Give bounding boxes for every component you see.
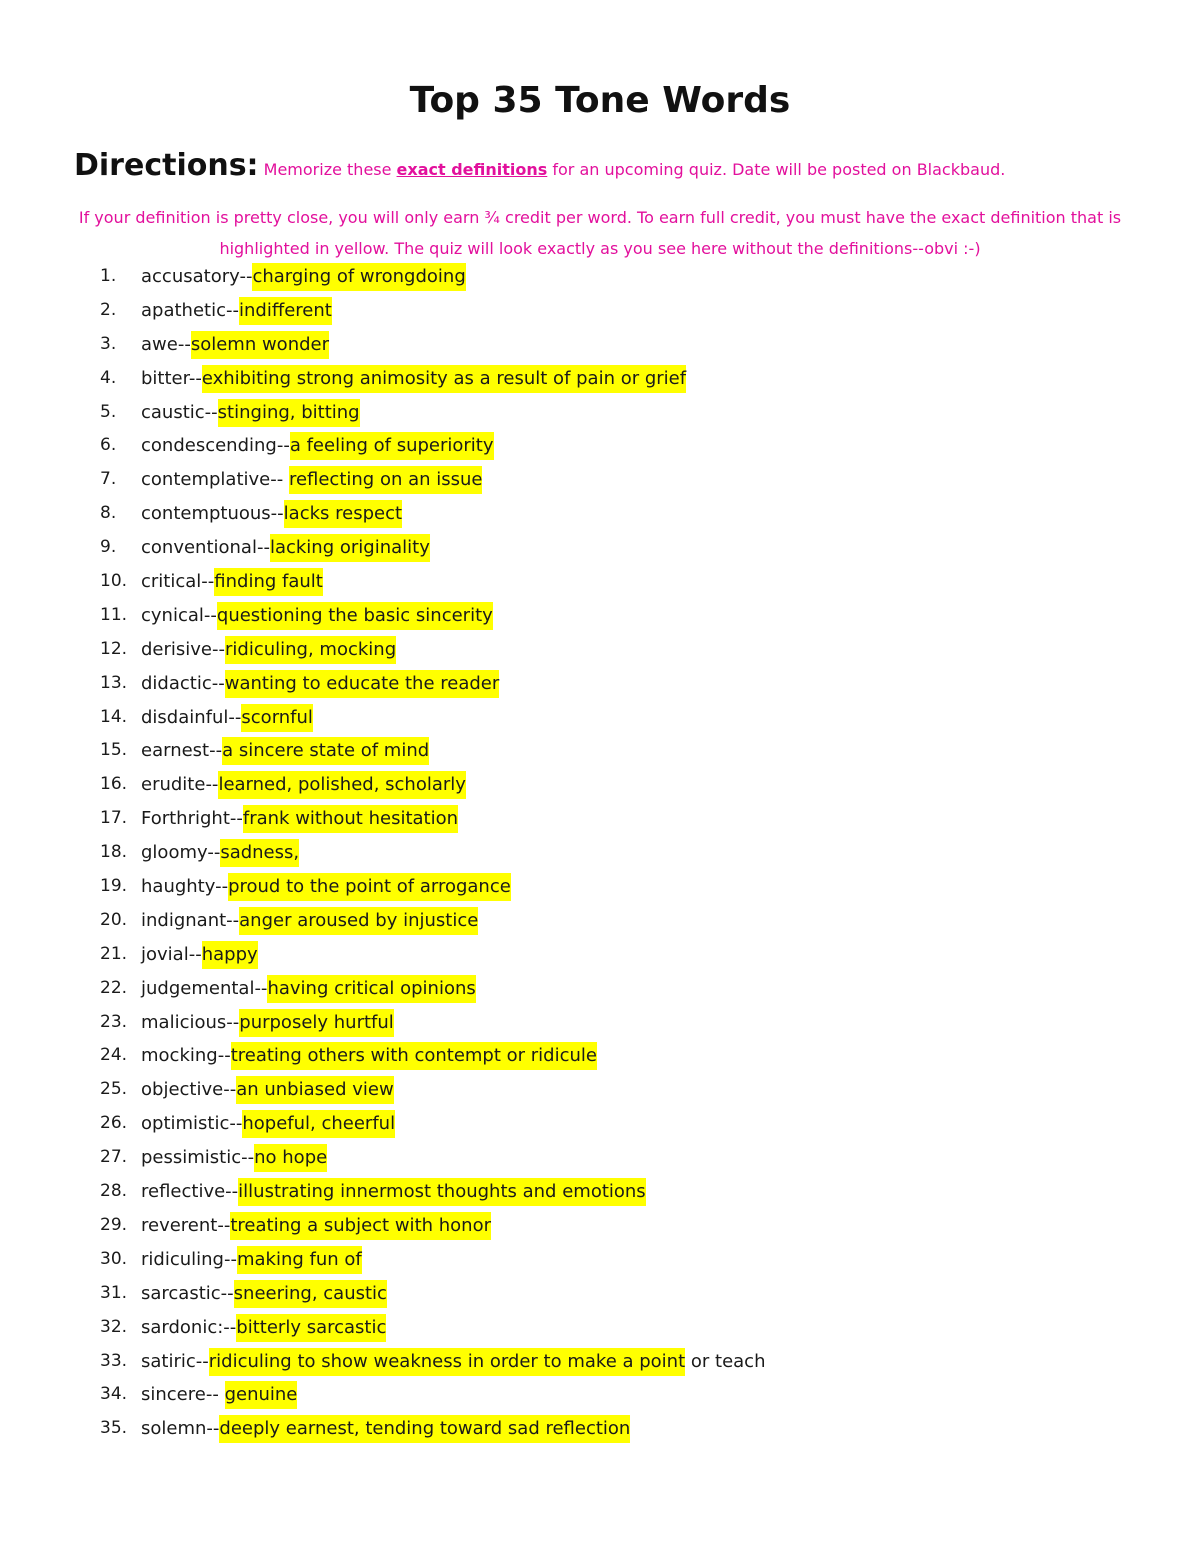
tone-word: sarcastic-- <box>141 1282 234 1304</box>
item-entry <box>141 1175 646 1209</box>
tone-word: sincere-- <box>141 1384 225 1406</box>
item-entry <box>141 870 511 904</box>
tone-word: malicious-- <box>141 1011 240 1033</box>
list-item <box>0 870 1200 904</box>
item-entry <box>141 1107 395 1141</box>
tone-word: jovial-- <box>141 943 202 965</box>
item-number: 32. <box>100 1316 128 1337</box>
item-number: 28. <box>100 1181 128 1202</box>
tone-word: accusatory-- <box>141 266 253 287</box>
tone-word: disdainful-- <box>141 706 242 728</box>
highlighted-definition: having critical opinions <box>267 975 475 1003</box>
item-number: 29. <box>100 1214 128 1235</box>
list-item <box>0 1073 1200 1107</box>
tone-word: awe-- <box>141 333 191 355</box>
item-number: 25. <box>100 1079 128 1100</box>
list-item <box>0 1277 1200 1311</box>
tone-word: critical-- <box>141 571 215 593</box>
list-item <box>0 1412 1200 1446</box>
item-number: 10. <box>100 571 128 592</box>
tone-word: reflective-- <box>141 1181 239 1203</box>
list-item <box>0 1378 1200 1412</box>
directions-line <box>74 148 1154 183</box>
list-item <box>0 362 1200 396</box>
item-number: 2. <box>100 299 117 320</box>
item-number: 4. <box>100 367 117 388</box>
item-entry <box>141 1311 386 1345</box>
item-number: 14. <box>100 706 128 727</box>
highlighted-definition: no hope <box>254 1144 327 1172</box>
item-number: 33. <box>100 1350 128 1371</box>
item-entry <box>141 396 360 430</box>
item-entry <box>141 565 323 599</box>
list-item <box>0 599 1200 633</box>
item-entry <box>141 1039 597 1073</box>
highlighted-definition: questioning the basic sincerity <box>217 602 493 630</box>
highlighted-definition: bitterly sarcastic <box>236 1314 386 1342</box>
list-item <box>0 1311 1200 1345</box>
item-entry <box>141 768 466 802</box>
tone-word: apathetic-- <box>141 299 239 321</box>
highlighted-definition: an unbiased view <box>236 1076 393 1104</box>
tone-word: erudite-- <box>141 774 219 796</box>
tone-word: cynical-- <box>141 604 217 626</box>
tone-word: contemptuous-- <box>141 503 284 525</box>
list-item <box>0 734 1200 768</box>
list-item <box>0 1006 1200 1040</box>
tone-words-list <box>0 260 1200 1446</box>
highlighted-definition: treating others with contempt or ridicule <box>231 1042 597 1070</box>
item-entry <box>141 1073 394 1107</box>
tone-word: solemn-- <box>141 1418 220 1440</box>
tone-word: caustic-- <box>141 401 218 423</box>
item-entry <box>141 260 466 294</box>
item-entry <box>141 531 430 565</box>
item-number: 11. <box>100 604 128 625</box>
highlighted-definition: lacking originality <box>270 534 430 562</box>
list-item <box>0 294 1200 328</box>
page-title: Top 35 Tone Words <box>409 80 791 121</box>
item-number: 18. <box>100 842 128 863</box>
item-number: 13. <box>100 672 128 693</box>
item-number: 26. <box>100 1113 128 1134</box>
item-entry <box>141 734 429 768</box>
list-item <box>0 1345 1200 1379</box>
highlighted-definition: illustrating innermost thoughts and emotions <box>238 1178 646 1206</box>
tone-word: haughty-- <box>141 876 229 898</box>
item-entry <box>141 1378 297 1412</box>
item-number: 15. <box>100 740 128 761</box>
highlighted-definition: purposely hurtful <box>239 1009 394 1037</box>
tone-word: reverent-- <box>141 1214 231 1236</box>
highlighted-definition: learned, polished, scholarly <box>218 771 466 799</box>
item-number: 34. <box>100 1384 128 1405</box>
tone-word: sardonic:-- <box>141 1316 237 1338</box>
item-entry <box>141 1209 491 1243</box>
tone-word: derisive-- <box>141 638 225 660</box>
item-entry <box>141 1141 327 1175</box>
list-item <box>0 328 1200 362</box>
item-entry <box>141 328 329 362</box>
list-item <box>0 667 1200 701</box>
item-entry <box>141 1243 362 1277</box>
list-item <box>0 836 1200 870</box>
highlighted-definition: proud to the point of arrogance <box>228 873 511 901</box>
directions-label: Directions: <box>74 148 259 183</box>
tone-word: satiric-- <box>141 1350 209 1372</box>
highlighted-definition: a feeling of superiority <box>290 432 494 460</box>
item-entry <box>141 972 476 1006</box>
item-number: 7. <box>100 469 117 490</box>
list-item <box>0 1039 1200 1073</box>
item-entry <box>141 294 332 328</box>
list-item <box>0 1209 1200 1243</box>
list-item <box>0 1107 1200 1141</box>
item-entry <box>141 667 499 701</box>
highlighted-definition: anger aroused by injustice <box>239 907 478 935</box>
tone-word: contemplative-- <box>141 469 289 491</box>
item-number: 3. <box>100 333 117 354</box>
highlighted-definition: scornful <box>241 704 313 732</box>
list-item <box>0 768 1200 802</box>
list-item <box>0 1141 1200 1175</box>
item-number: 8. <box>100 503 117 524</box>
item-number: 20. <box>100 909 128 930</box>
highlighted-definition: ridiculing, mocking <box>225 636 396 664</box>
highlighted-definition: frank without hesitation <box>243 805 458 833</box>
item-number: 6. <box>100 435 117 456</box>
item-number: 9. <box>100 537 117 558</box>
item-entry <box>141 633 396 667</box>
highlighted-definition: deeply earnest, tending toward sad reflection <box>219 1415 630 1443</box>
highlighted-definition: ridiculing to show weakness in order to make a point <box>209 1348 685 1376</box>
list-item <box>0 396 1200 430</box>
tone-word: Forthright-- <box>141 808 243 830</box>
item-number: 24. <box>100 1045 128 1066</box>
list-item <box>0 1175 1200 1209</box>
item-entry <box>141 599 493 633</box>
highlighted-definition: hopeful, cheerful <box>242 1110 395 1138</box>
directions-text-after: for an upcoming quiz. Date will be posted on Blackbaud. <box>547 160 1006 179</box>
highlighted-definition: stinging, bitting <box>218 399 360 427</box>
list-item <box>0 633 1200 667</box>
highlighted-definition: charging of wrongdoing <box>252 263 465 291</box>
item-entry <box>141 1412 630 1446</box>
tone-word: optimistic-- <box>141 1113 243 1135</box>
highlighted-definition: sadness, <box>220 839 299 867</box>
tone-word: bitter-- <box>141 367 202 389</box>
highlighted-definition: exhibiting strong animosity as a result of pain or grief <box>202 365 686 393</box>
tone-word: judgemental-- <box>141 977 268 999</box>
list-item <box>0 565 1200 599</box>
list-item <box>0 463 1200 497</box>
list-item <box>0 938 1200 972</box>
tone-word: earnest-- <box>141 740 223 762</box>
highlighted-definition: happy <box>202 941 258 969</box>
item-number: 12. <box>100 638 128 659</box>
item-number: 35. <box>100 1418 128 1439</box>
tone-word: indignant-- <box>141 909 240 931</box>
item-entry <box>141 701 313 735</box>
item-number: 19. <box>100 876 128 897</box>
highlighted-definition: indifferent <box>239 297 332 325</box>
list-item <box>0 904 1200 938</box>
item-entry <box>141 904 478 938</box>
directions-emphasis: exact definitions <box>396 160 548 179</box>
tone-word: didactic-- <box>141 672 225 694</box>
item-number: 27. <box>100 1147 128 1168</box>
tone-word: conventional-- <box>141 537 270 559</box>
item-number: 5. <box>100 401 117 422</box>
tone-word: gloomy-- <box>141 842 221 864</box>
list-item <box>0 701 1200 735</box>
item-entry <box>141 497 402 531</box>
item-entry <box>141 1345 765 1379</box>
list-item <box>0 497 1200 531</box>
item-entry <box>141 836 299 870</box>
item-number: 23. <box>100 1011 128 1032</box>
highlighted-definition: making fun of <box>237 1246 362 1274</box>
item-entry <box>141 1277 387 1311</box>
tone-word: ridiculing-- <box>141 1248 237 1270</box>
item-number: 16. <box>100 774 128 795</box>
item-entry <box>141 362 686 396</box>
item-entry <box>141 429 494 463</box>
highlighted-definition: sneering, caustic <box>234 1280 387 1308</box>
item-entry <box>141 802 458 836</box>
item-entry <box>141 463 482 497</box>
highlighted-definition: solemn wonder <box>191 331 329 359</box>
definition-extra-text: or teach <box>685 1350 766 1372</box>
tone-word: objective-- <box>141 1079 237 1101</box>
highlighted-definition: treating a subject with honor <box>230 1212 491 1240</box>
list-item <box>0 260 1200 294</box>
list-item <box>0 802 1200 836</box>
highlighted-definition: lacks respect <box>284 500 402 528</box>
directions-text-before: Memorize these <box>258 160 397 179</box>
tone-word: pessimistic-- <box>141 1147 255 1169</box>
highlighted-definition: reflecting on an issue <box>289 466 483 494</box>
list-item <box>0 429 1200 463</box>
highlighted-definition: genuine <box>225 1381 298 1409</box>
highlighted-definition: wanting to educate the reader <box>225 670 500 698</box>
list-item <box>0 1243 1200 1277</box>
tone-word: mocking-- <box>141 1045 231 1067</box>
tone-word: condescending-- <box>141 435 290 457</box>
item-number: 17. <box>100 808 128 829</box>
item-number: 22. <box>100 977 128 998</box>
highlighted-definition: finding fault <box>214 568 323 596</box>
item-entry <box>141 938 258 972</box>
list-item <box>0 972 1200 1006</box>
item-number: 31. <box>100 1282 128 1303</box>
list-item <box>0 531 1200 565</box>
item-number: 30. <box>100 1248 128 1269</box>
grading-note: If your definition is pretty close, you will only earn ¾ credit per word. To earn full credit, you must have the exact definition that is highlighted in yellow. The quiz will look exactly as you see here without the definitions--obvi :-) <box>78 208 1122 258</box>
item-entry <box>141 1006 394 1040</box>
item-number: 21. <box>100 943 128 964</box>
item-number: 1. <box>100 266 117 286</box>
highlighted-definition: a sincere state of mind <box>222 737 429 765</box>
